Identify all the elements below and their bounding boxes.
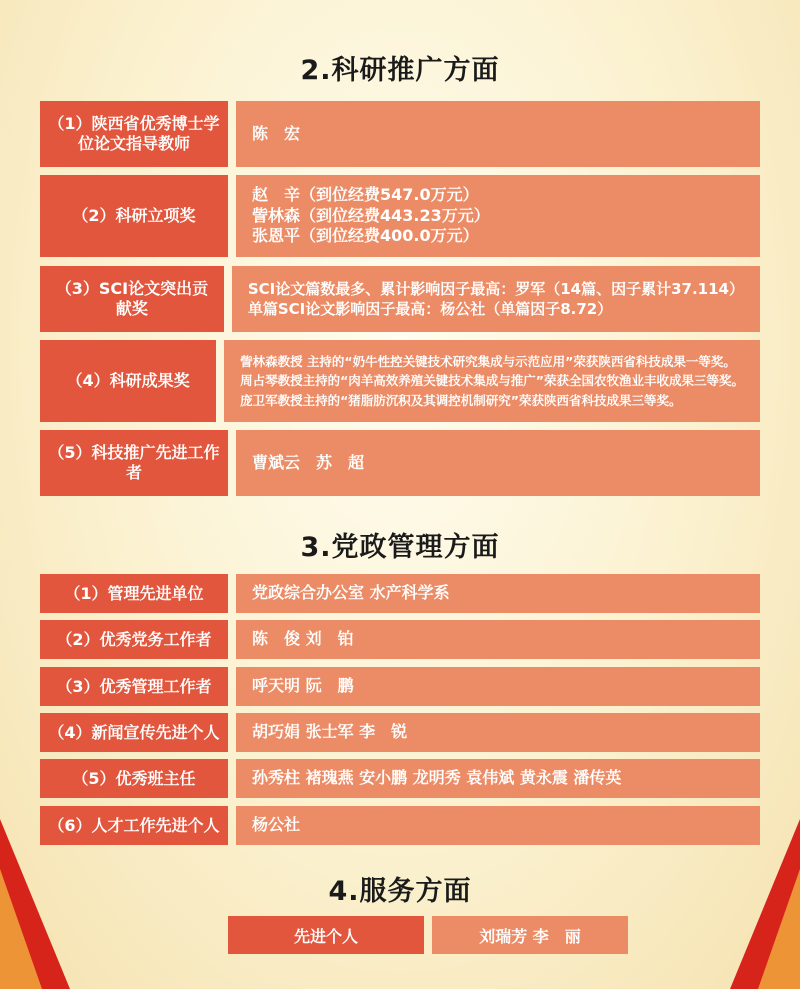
row-value: 杨公社: [236, 806, 760, 845]
row-value: 胡巧娟 张士军 李 锐: [236, 713, 760, 752]
value-line: 庞卫军教授主持的“猪脂肪沉积及其调控机制研究”荣获陕西省科技成果三等奖。: [240, 392, 682, 408]
table-row: [40, 713, 760, 752]
row-value: [232, 266, 760, 332]
value-line: 訾林森教授 主持的“奶牛性控关键技术研究集成与示范应用”荣获陕西省科技成果一等奖。: [240, 353, 736, 369]
table-row: [40, 340, 760, 422]
row-label: （1）管理先进单位: [40, 574, 228, 613]
table-row: [40, 101, 760, 167]
row-label: （4）科研成果奖: [40, 340, 216, 422]
row-value: [224, 340, 760, 422]
row-value: [236, 430, 760, 496]
table-row: [40, 574, 760, 613]
section-title-research: 2.科研推广方面: [300, 55, 500, 86]
row-label: （5）优秀班主任: [40, 759, 228, 798]
table-row: [40, 667, 760, 706]
value-line: 单篇SCI论文影响因子最高：杨公社（单篇因子8.72）: [247, 300, 613, 318]
row-label: （5）科技推广先进工作者: [40, 430, 228, 496]
section-title-service: 4.服务方面: [328, 876, 472, 907]
value-line: 陈 宏: [252, 123, 301, 143]
table-row: [40, 806, 760, 845]
row-value: 陈 俊 刘 铂: [236, 620, 760, 659]
value-line: 訾林森（到位经费443.23万元）: [252, 205, 490, 225]
row-label: （2）科研立项奖: [40, 175, 228, 257]
row-value: 孙秀柱 褚瑰燕 安小鹏 龙明秀 袁伟斌 黄永震 潘传英: [236, 759, 760, 798]
row-label: （3）SCI论文突出贡献奖: [40, 266, 224, 332]
row-value: [236, 101, 760, 167]
table-row: [40, 175, 760, 257]
row-label: （1）陕西省优秀博士学位论文指导教师: [40, 101, 228, 167]
row-label: （2）优秀党务工作者: [40, 620, 228, 659]
value-line: SCI论文篇数最多、累计影响因子最高：罗军（14篇、因子累计37.114）: [247, 279, 744, 298]
value-line: 周占琴教授主持的“肉羊高效养殖关键技术集成与推广”荣获全国农牧渔业丰收成果三等奖。: [240, 373, 744, 389]
value-line: 张恩平（到位经费400.0万元）: [252, 226, 479, 246]
table-row: [40, 620, 760, 659]
row-label: （3）优秀管理工作者: [40, 667, 228, 706]
value-line: 赵 辛（到位经费547.0万元）: [252, 184, 479, 204]
row-value: 呼天明 阮 鹏: [236, 667, 760, 706]
row-label: （6）人才工作先进个人: [40, 806, 228, 845]
section-title-party-admin: 3.党政管理方面: [300, 532, 500, 563]
table-row: [40, 430, 760, 496]
row-value: 党政综合办公室 水产科学系: [236, 574, 760, 613]
row-value: [236, 175, 760, 257]
table-row: [40, 759, 760, 798]
value-line: 曹斌云 苏 超: [252, 452, 365, 472]
row-label: （4）新闻宣传先进个人: [40, 713, 228, 752]
service-label: 先进个人: [228, 916, 424, 954]
table-row: [40, 266, 760, 332]
service-value: 刘瑞芳 李 丽: [432, 916, 628, 954]
